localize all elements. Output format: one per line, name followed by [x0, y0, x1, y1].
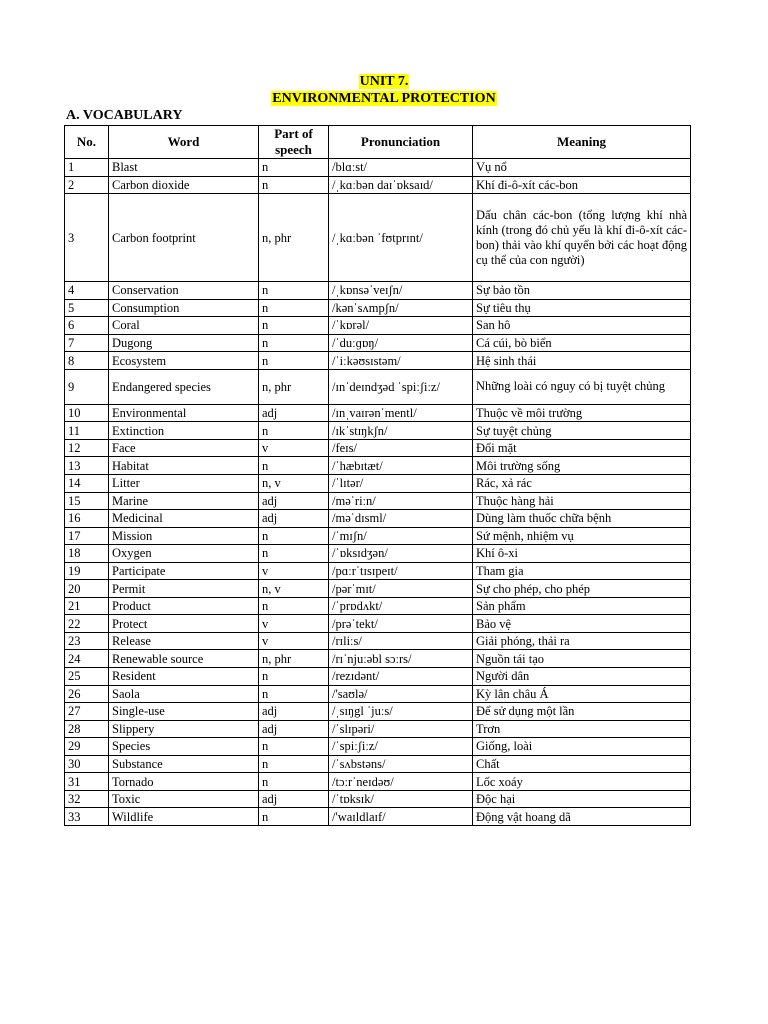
cell-meaning: Sứ mệnh, nhiệm vụ	[473, 527, 691, 545]
cell-word: Saola	[109, 685, 259, 703]
cell-pronunciation: /ˌkɒnsəˈveɪʃn/	[329, 282, 473, 300]
cell-word: Resident	[109, 668, 259, 686]
cell-meaning: Động vật hoang dã	[473, 808, 691, 826]
cell-part-of-speech: n	[259, 527, 329, 545]
cell-pronunciation: /rezɪdənt/	[329, 668, 473, 686]
cell-part-of-speech: n, phr	[259, 194, 329, 282]
cell-no: 21	[65, 597, 109, 615]
table-row	[65, 404, 691, 422]
cell-part-of-speech: n, phr	[259, 650, 329, 668]
section-heading: A. VOCABULARY	[66, 108, 183, 123]
cell-pronunciation: /ɪnˌvaɪrənˈmentl/	[329, 404, 473, 422]
table-row	[65, 369, 691, 404]
cell-meaning: Sự tuyệt chủng	[473, 422, 691, 440]
table-row	[65, 650, 691, 668]
cell-meaning: Thuộc về môi trường	[473, 404, 691, 422]
table-row	[65, 475, 691, 493]
table-row	[65, 317, 691, 335]
cell-part-of-speech: n	[259, 597, 329, 615]
table-row	[65, 580, 691, 598]
cell-meaning: Trơn	[473, 720, 691, 738]
unit-heading	[0, 73, 768, 90]
cell-no: 17	[65, 527, 109, 545]
cell-meaning: Độc hại	[473, 790, 691, 808]
cell-word: Species	[109, 738, 259, 756]
cell-meaning: Sự cho phép, cho phép	[473, 580, 691, 598]
cell-no: 10	[65, 404, 109, 422]
cell-no: 26	[65, 685, 109, 703]
cell-pronunciation: /ˈɒksɪdʒən/	[329, 545, 473, 563]
cell-word: Carbon footprint	[109, 194, 259, 282]
cell-part-of-speech: n	[259, 334, 329, 352]
cell-meaning: Đối mặt	[473, 439, 691, 457]
cell-word: Oxygen	[109, 545, 259, 563]
column-header-pronunciation: Pronunciation	[329, 126, 473, 159]
table-row	[65, 457, 691, 475]
cell-word: Renewable source	[109, 650, 259, 668]
cell-pronunciation: /ˈhæbɪtæt/	[329, 457, 473, 475]
table-row	[65, 773, 691, 791]
cell-no: 27	[65, 703, 109, 721]
table-row	[65, 738, 691, 756]
column-header-part-of-speech: Part of speech	[259, 126, 329, 159]
cell-no: 20	[65, 580, 109, 598]
cell-meaning: San hô	[473, 317, 691, 335]
cell-meaning: Giống, loài	[473, 738, 691, 756]
table-row	[65, 334, 691, 352]
table-row	[65, 755, 691, 773]
cell-meaning: Kỳ lân châu Á	[473, 685, 691, 703]
cell-no: 8	[65, 352, 109, 370]
cell-pronunciation: /ˈsʌbstəns/	[329, 755, 473, 773]
unit-label: UNIT 7.	[359, 74, 409, 89]
cell-part-of-speech: v	[259, 439, 329, 457]
cell-meaning: Thuộc hàng hải	[473, 492, 691, 510]
cell-word: Wildlife	[109, 808, 259, 826]
cell-part-of-speech: n	[259, 738, 329, 756]
cell-pronunciation: /feɪs/	[329, 439, 473, 457]
cell-part-of-speech: n	[259, 159, 329, 177]
cell-part-of-speech: n	[259, 685, 329, 703]
cell-part-of-speech: n	[259, 457, 329, 475]
cell-meaning: Dấu chân các-bon (tổng lượng khí nhà kính (trong đó chủ yếu là khí đi-ô-xít các-bon) thải vào khí quyển bởi các hoạt động cụ thể của con người)	[473, 194, 691, 282]
cell-pronunciation: /ˌkɑːbən daɪˈɒksaɪd/	[329, 176, 473, 194]
table-row	[65, 510, 691, 528]
table-row	[65, 282, 691, 300]
cell-pronunciation: /ˈiːkəʊsɪstəm/	[329, 352, 473, 370]
table-row	[65, 527, 691, 545]
cell-part-of-speech: n	[259, 668, 329, 686]
table-row	[65, 685, 691, 703]
cell-part-of-speech: n	[259, 299, 329, 317]
cell-part-of-speech: adj	[259, 404, 329, 422]
cell-meaning: Hệ sinh thái	[473, 352, 691, 370]
cell-meaning: Nguồn tái tạo	[473, 650, 691, 668]
cell-no: 25	[65, 668, 109, 686]
cell-no: 19	[65, 562, 109, 580]
cell-no: 7	[65, 334, 109, 352]
cell-no: 22	[65, 615, 109, 633]
column-header-no: No.	[65, 126, 109, 159]
cell-pronunciation: /məˈdɪsml/	[329, 510, 473, 528]
topic-heading	[0, 90, 768, 107]
table-row	[65, 597, 691, 615]
column-header-word: Word	[109, 126, 259, 159]
table-row	[65, 492, 691, 510]
cell-part-of-speech: adj	[259, 510, 329, 528]
table-row	[65, 615, 691, 633]
cell-part-of-speech: n, v	[259, 475, 329, 493]
cell-no: 28	[65, 720, 109, 738]
cell-no: 2	[65, 176, 109, 194]
cell-meaning: Rác, xả rác	[473, 475, 691, 493]
cell-pronunciation: /ˈspiːʃiːz/	[329, 738, 473, 756]
cell-part-of-speech: n	[259, 352, 329, 370]
cell-no: 33	[65, 808, 109, 826]
cell-part-of-speech: v	[259, 615, 329, 633]
table-row	[65, 703, 691, 721]
cell-no: 23	[65, 632, 109, 650]
cell-part-of-speech: n, phr	[259, 369, 329, 404]
table-header-row	[65, 126, 691, 159]
cell-word: Environmental	[109, 404, 259, 422]
cell-meaning: Khí ô-xi	[473, 545, 691, 563]
cell-word: Dugong	[109, 334, 259, 352]
cell-part-of-speech: n	[259, 773, 329, 791]
cell-meaning: Người dân	[473, 668, 691, 686]
cell-word: Extinction	[109, 422, 259, 440]
cell-pronunciation: /'waɪldlaɪf/	[329, 808, 473, 826]
table-row	[65, 422, 691, 440]
cell-no: 31	[65, 773, 109, 791]
vocabulary-table	[64, 125, 691, 826]
cell-no: 15	[65, 492, 109, 510]
cell-no: 4	[65, 282, 109, 300]
table-row	[65, 176, 691, 194]
cell-pronunciation: /ˈtɒksɪk/	[329, 790, 473, 808]
cell-meaning: Sự bảo tồn	[473, 282, 691, 300]
cell-word: Face	[109, 439, 259, 457]
cell-meaning: Khí đi-ô-xít các-bon	[473, 176, 691, 194]
document-title	[0, 73, 768, 107]
cell-word: Slippery	[109, 720, 259, 738]
cell-word: Marine	[109, 492, 259, 510]
cell-meaning: Chất	[473, 755, 691, 773]
cell-word: Medicinal	[109, 510, 259, 528]
cell-part-of-speech: n	[259, 808, 329, 826]
table-row	[65, 159, 691, 177]
cell-no: 3	[65, 194, 109, 282]
cell-no: 14	[65, 475, 109, 493]
cell-meaning: Sản phẩm	[473, 597, 691, 615]
table-row	[65, 439, 691, 457]
cell-pronunciation: /ˈslɪpəri/	[329, 720, 473, 738]
cell-meaning: Bảo vệ	[473, 615, 691, 633]
table-row	[65, 720, 691, 738]
cell-part-of-speech: n	[259, 545, 329, 563]
cell-word: Single-use	[109, 703, 259, 721]
cell-word: Release	[109, 632, 259, 650]
cell-part-of-speech: v	[259, 632, 329, 650]
cell-pronunciation: /ˌsɪŋgl ˈjuːs/	[329, 703, 473, 721]
cell-no: 29	[65, 738, 109, 756]
cell-word: Toxic	[109, 790, 259, 808]
cell-pronunciation: /ˌkɑːbən ˈfʊtprɪnt/	[329, 194, 473, 282]
cell-no: 13	[65, 457, 109, 475]
cell-word: Blast	[109, 159, 259, 177]
cell-part-of-speech: v	[259, 562, 329, 580]
cell-no: 1	[65, 159, 109, 177]
cell-word: Tornado	[109, 773, 259, 791]
cell-no: 12	[65, 439, 109, 457]
cell-no: 9	[65, 369, 109, 404]
cell-pronunciation: /blɑːst/	[329, 159, 473, 177]
cell-word: Protect	[109, 615, 259, 633]
cell-no: 11	[65, 422, 109, 440]
cell-pronunciation: /prəˈtekt/	[329, 615, 473, 633]
table-row	[65, 194, 691, 282]
table-row	[65, 299, 691, 317]
cell-no: 30	[65, 755, 109, 773]
cell-part-of-speech: adj	[259, 790, 329, 808]
table-row	[65, 668, 691, 686]
cell-pronunciation: /rɪˈnjuːəbl sɔːrs/	[329, 650, 473, 668]
cell-no: 32	[65, 790, 109, 808]
cell-word: Product	[109, 597, 259, 615]
cell-pronunciation: /ˈmɪʃn/	[329, 527, 473, 545]
cell-pronunciation: /ˈlɪtər/	[329, 475, 473, 493]
cell-no: 6	[65, 317, 109, 335]
cell-part-of-speech: adj	[259, 720, 329, 738]
cell-word: Permit	[109, 580, 259, 598]
cell-meaning: Dùng làm thuốc chữa bệnh	[473, 510, 691, 528]
cell-word: Coral	[109, 317, 259, 335]
table-row	[65, 632, 691, 650]
cell-word: Mission	[109, 527, 259, 545]
cell-part-of-speech: adj	[259, 492, 329, 510]
cell-meaning: Vụ nổ	[473, 159, 691, 177]
cell-pronunciation: /pərˈmɪt/	[329, 580, 473, 598]
cell-word: Conservation	[109, 282, 259, 300]
cell-pronunciation: /kənˈsʌmpʃn/	[329, 299, 473, 317]
cell-word: Endangered species	[109, 369, 259, 404]
cell-word: Consumption	[109, 299, 259, 317]
cell-pronunciation: /ɪnˈdeɪndʒəd ˈspiːʃiːz/	[329, 369, 473, 404]
table-row	[65, 545, 691, 563]
cell-pronunciation: /rɪliːs/	[329, 632, 473, 650]
cell-part-of-speech: n	[259, 176, 329, 194]
cell-word: Substance	[109, 755, 259, 773]
cell-meaning: Môi trường sống	[473, 457, 691, 475]
cell-word: Carbon dioxide	[109, 176, 259, 194]
cell-meaning: Để sử dụng một lần	[473, 703, 691, 721]
cell-part-of-speech: n	[259, 317, 329, 335]
cell-pronunciation: /pɑːrˈtɪsɪpeɪt/	[329, 562, 473, 580]
cell-meaning: Sự tiêu thụ	[473, 299, 691, 317]
cell-part-of-speech: n	[259, 422, 329, 440]
cell-meaning: Giải phóng, thải ra	[473, 632, 691, 650]
cell-pronunciation: /tɔːrˈneɪdəʊ/	[329, 773, 473, 791]
cell-meaning: Tham gia	[473, 562, 691, 580]
cell-pronunciation: /ˈprɒdʌkt/	[329, 597, 473, 615]
cell-pronunciation: /ɪkˈstɪŋkʃn/	[329, 422, 473, 440]
table-row	[65, 562, 691, 580]
cell-pronunciation: /ˈkɒrəl/	[329, 317, 473, 335]
vocabulary-table-body	[65, 159, 691, 826]
cell-part-of-speech: n	[259, 282, 329, 300]
cell-pronunciation: /məˈriːn/	[329, 492, 473, 510]
cell-pronunciation: /ˈduːɡɒŋ/	[329, 334, 473, 352]
cell-part-of-speech: n, v	[259, 580, 329, 598]
table-row	[65, 808, 691, 826]
cell-meaning: Cá cúi, bò biển	[473, 334, 691, 352]
cell-meaning: Những loài có nguy có bị tuyệt chủng	[473, 369, 691, 404]
column-header-meaning: Meaning	[473, 126, 691, 159]
cell-word: Participate	[109, 562, 259, 580]
topic-label: ENVIRONMENTAL PROTECTION	[272, 91, 496, 106]
cell-part-of-speech: adj	[259, 703, 329, 721]
cell-no: 18	[65, 545, 109, 563]
cell-no: 5	[65, 299, 109, 317]
cell-meaning: Lốc xoáy	[473, 773, 691, 791]
cell-pronunciation: /'saʊlə/	[329, 685, 473, 703]
cell-word: Litter	[109, 475, 259, 493]
table-row	[65, 790, 691, 808]
cell-word: Ecosystem	[109, 352, 259, 370]
cell-no: 16	[65, 510, 109, 528]
cell-part-of-speech: n	[259, 755, 329, 773]
cell-word: Habitat	[109, 457, 259, 475]
table-row	[65, 352, 691, 370]
cell-no: 24	[65, 650, 109, 668]
